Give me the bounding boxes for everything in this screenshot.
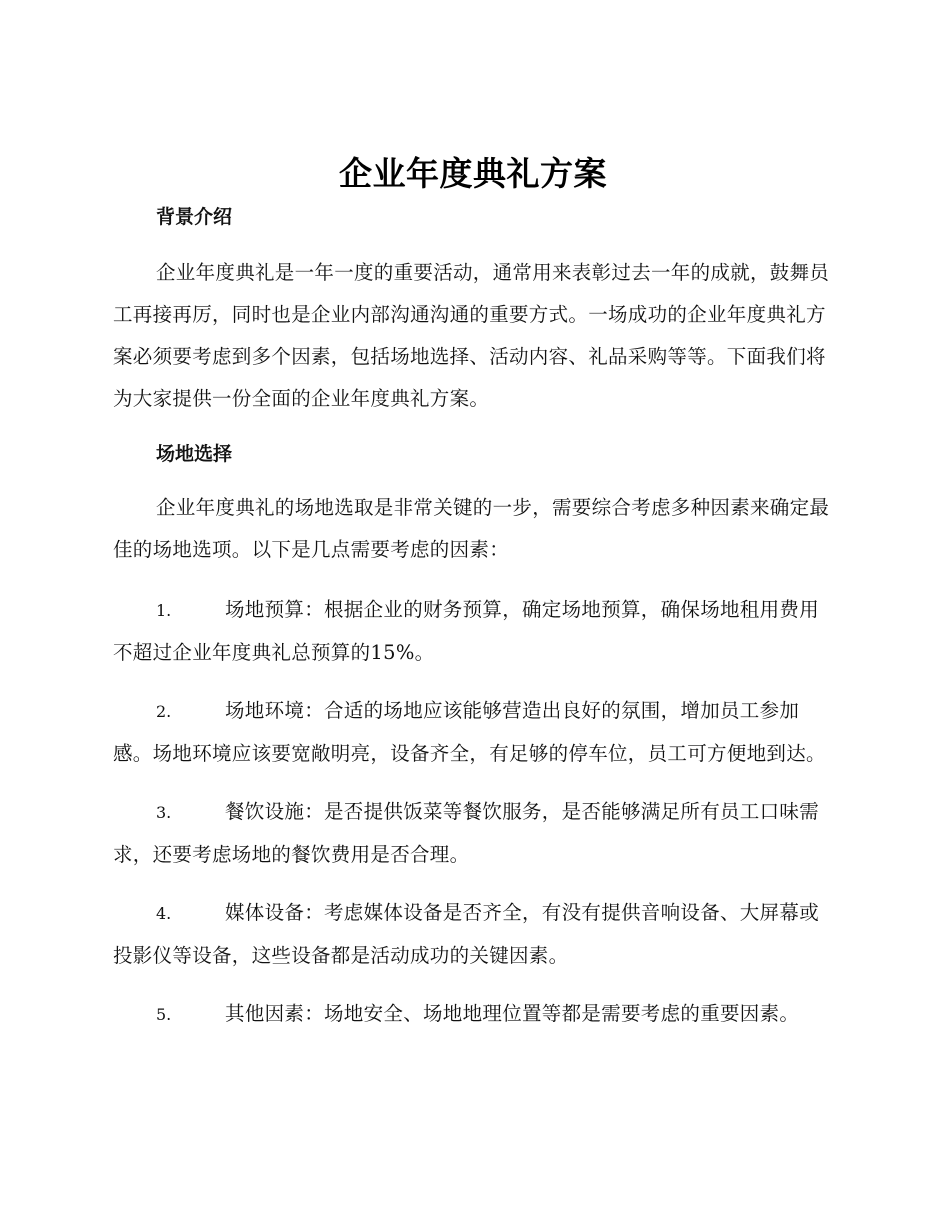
list-item-number: 2. — [156, 702, 172, 721]
list-item-number: 1. — [156, 601, 172, 620]
list-item — [113, 892, 833, 977]
list-item — [113, 993, 833, 1036]
list-item-number: 3. — [156, 803, 172, 822]
document-body — [113, 150, 833, 1036]
section-heading-venue: 场地选择 — [156, 443, 233, 465]
list-item — [113, 690, 833, 775]
list-item-text: 其他因素：场地安全、场地地理位置等都是需要考虑的重要因素。 — [225, 1002, 800, 1025]
list-item-text: 餐饮设施：是否提供饭菜等餐饮服务，是否能够满足所有员工口味需求，还要考虑场地的餐饮费用是否合理。 — [113, 800, 820, 866]
list-item-number: 5. — [156, 1005, 172, 1024]
list-item-number: 4. — [156, 904, 172, 923]
venue-factors-list — [113, 589, 833, 1036]
list-item-text: 场地预算：根据企业的财务预算，确定场地预算，确保场地租用费用不超过企业年度典礼总预算的15%。 — [113, 598, 820, 664]
background-paragraph: 企业年度典礼是一年一度的重要活动，通常用来表彰过去一年的成就，鼓舞员工再接再厉，同时也是企业内部沟通沟通的重要方式。一场成功的企业年度典礼方案必须要考虑到多个因素，包括场地选择、活动内容、礼品采购等等。下面我们将为大家提供一份全面的企业年度典礼方案。 — [113, 261, 830, 410]
list-item-text: 场地环境：合适的场地应该能够营造出良好的氛围，增加员工参加感。场地环境应该要宽敞明亮，设备齐全，有足够的停车位，员工可方便地到达。 — [113, 699, 826, 765]
document-title: 企业年度典礼方案 — [339, 154, 607, 193]
list-item — [113, 589, 833, 674]
list-item — [113, 791, 833, 876]
section-heading-background: 背景介绍 — [156, 206, 233, 228]
list-item-text: 媒体设备：考虑媒体设备是否齐全，有没有提供音响设备、大屏幕或投影仪等设备，这些设备都是活动成功的关键因素。 — [113, 901, 820, 967]
venue-intro-paragraph: 企业年度典礼的场地选取是非常关键的一步，需要综合考虑多种因素来确定最佳的场地选项。以下是几点需要考虑的因素： — [113, 496, 830, 561]
